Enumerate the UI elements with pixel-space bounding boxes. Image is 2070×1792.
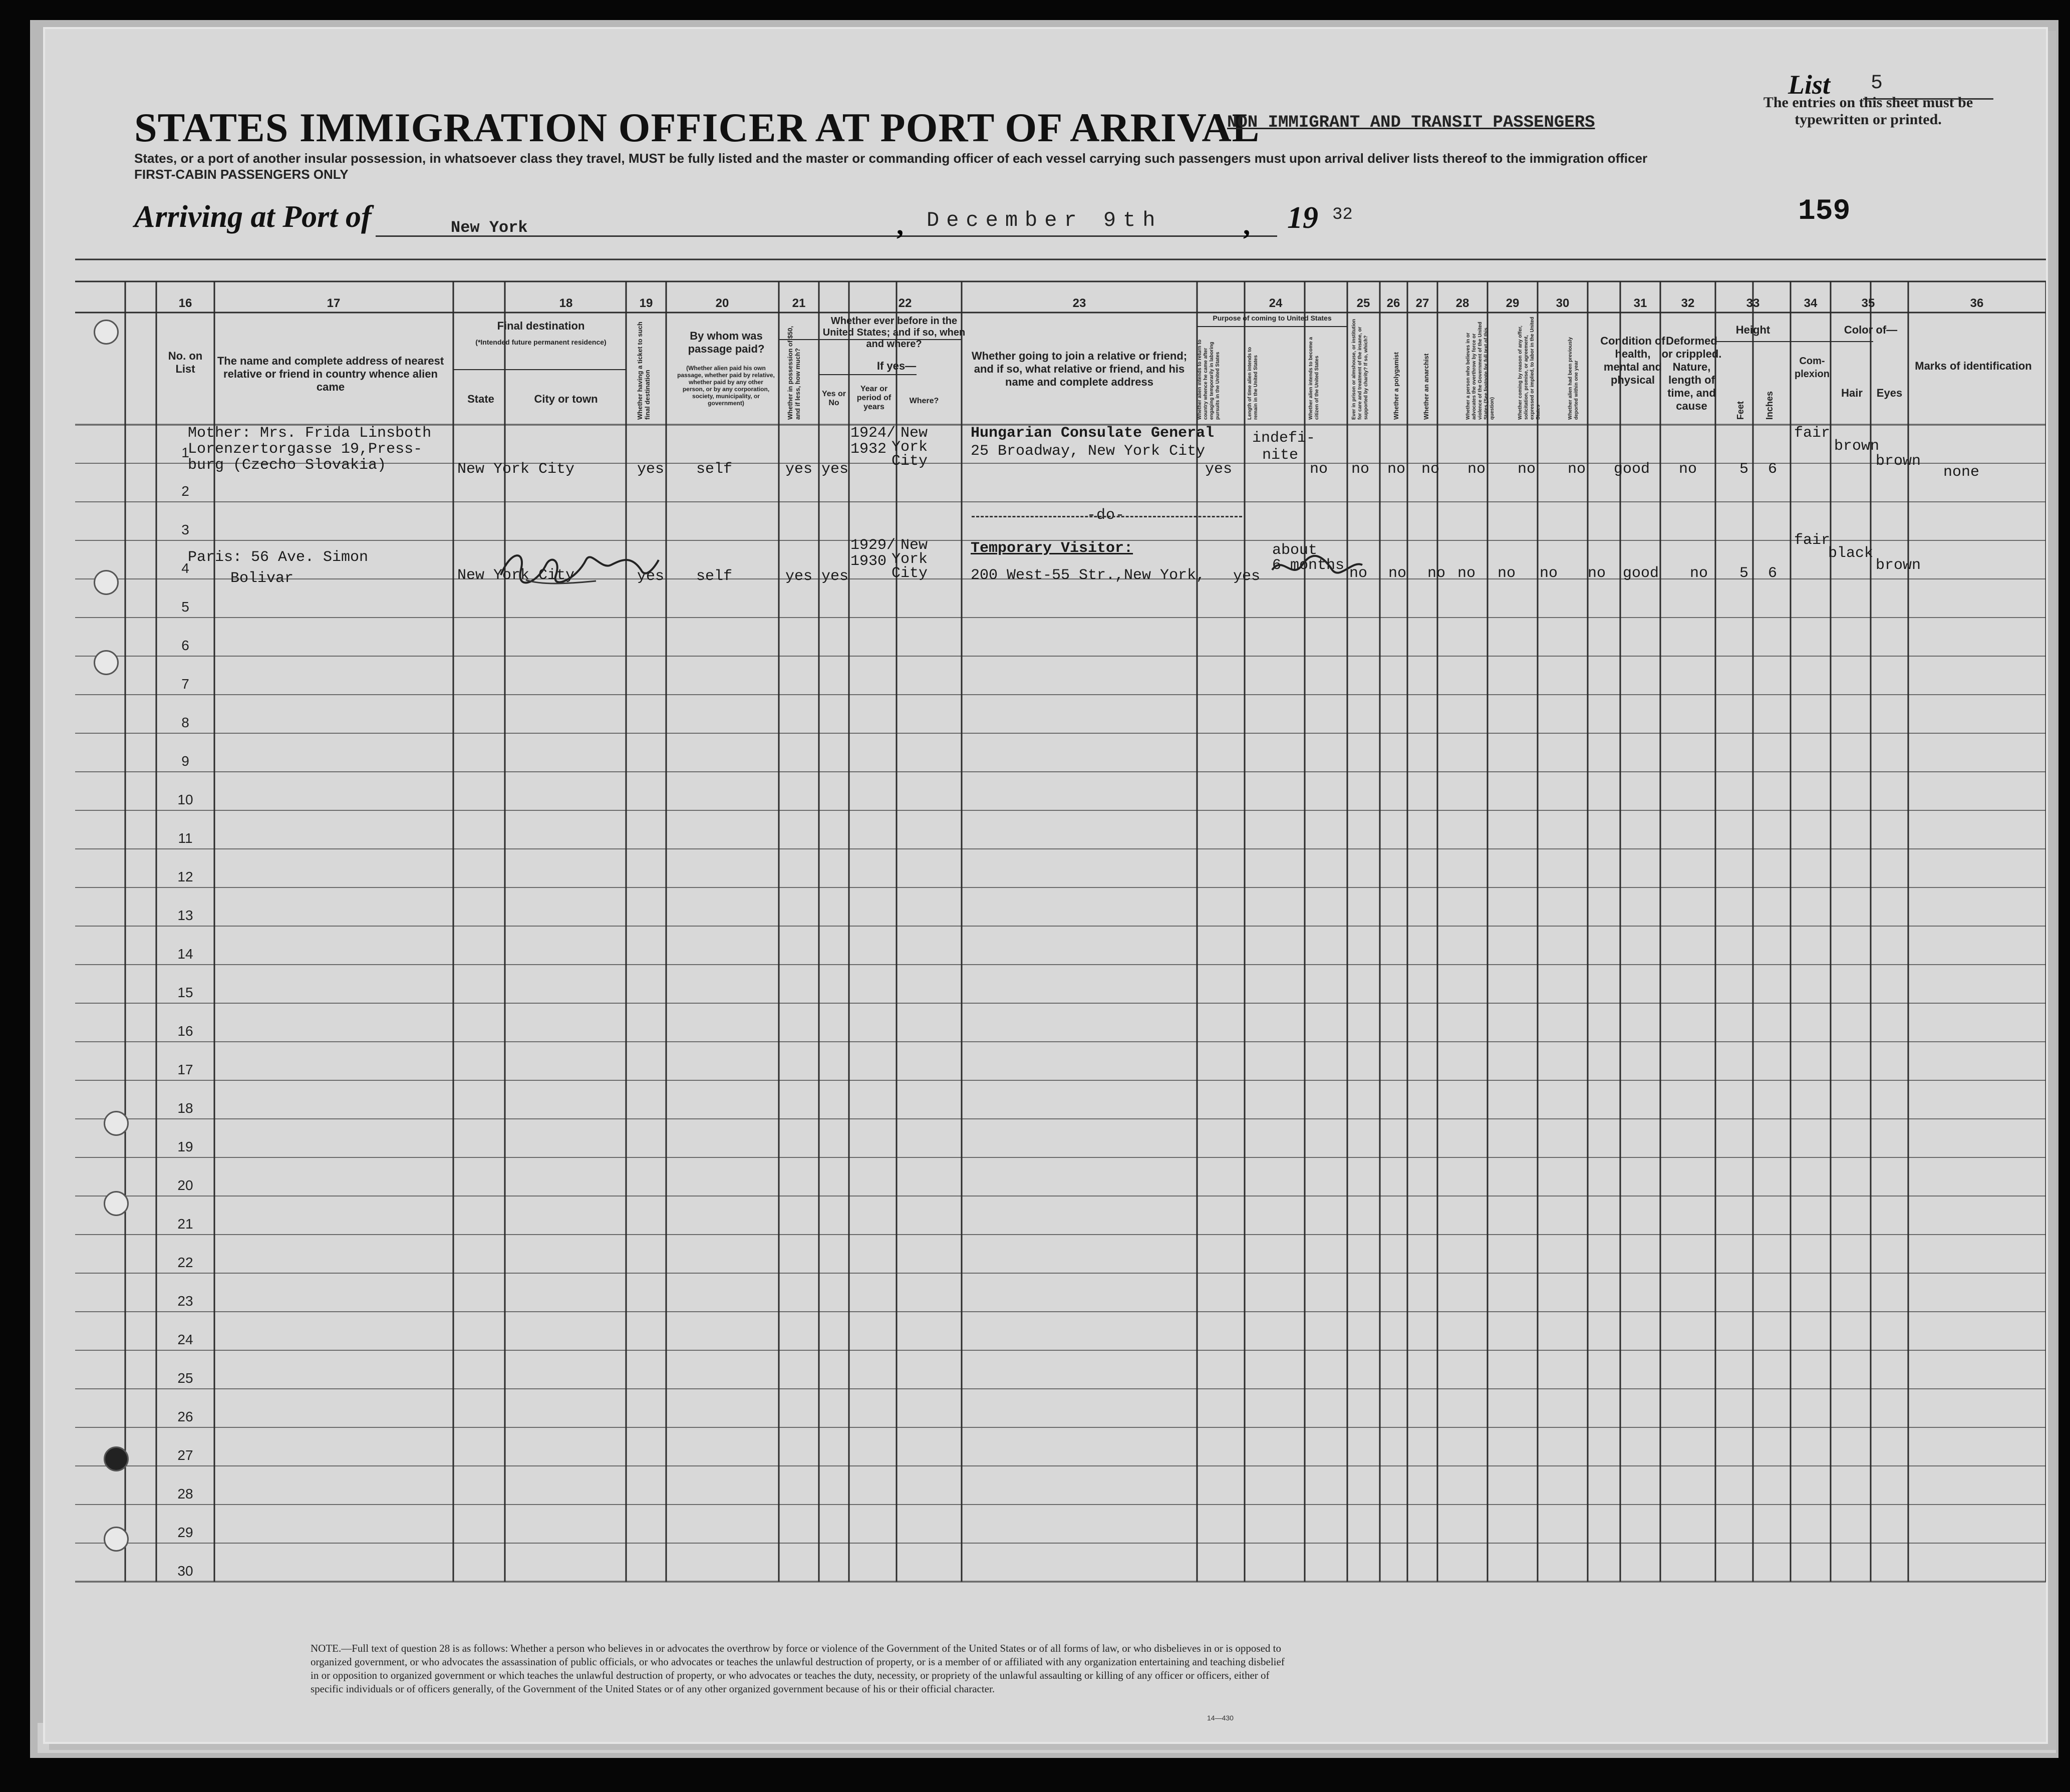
header-inches: Inches [1764,391,1775,420]
page-number: 159 [1798,195,1851,228]
header-height: Height [1735,324,1770,336]
row-number: 29 [177,1525,193,1540]
header-final-destination: Final destination [497,320,585,332]
header-prison: Ever in prison or almshouse, or institution for care and treatment of the insane, or supported by charity? If so, which? [1351,319,1369,420]
binder-hole [104,1191,129,1216]
purpose-return-cell: yes [1233,568,1261,585]
anarchist-cell: no [1421,461,1440,478]
class-line: FIRST-CABIN PASSENGERS ONLY [134,167,349,182]
header-ticket: Whether having a ticket to such final destination [636,322,651,420]
column-number: 27 [1415,296,1429,310]
length-line: nite [1262,447,1299,464]
overthrow-cell: no [1467,461,1486,478]
port-value: New York [451,218,528,237]
column-number: 29 [1506,296,1520,310]
deformed-cell: no [1690,565,1708,582]
column-number: 20 [715,296,729,310]
header-purpose-return: Whether alien intends to return to country whence he came after engaging temporarily in laboring pursuits in the United States [1197,339,1221,420]
header-state: State [467,393,494,405]
offer-cell: no [1540,565,1558,582]
manifest-sheet [45,29,2046,1742]
health-cell: good [1614,461,1650,478]
header-purpose: Purpose of coming to United States [1213,314,1332,322]
binder-hole [104,1446,129,1471]
binder-hole [104,1527,129,1552]
hair-cell: brown [1834,438,1880,455]
column-number: 24 [1269,296,1283,310]
row-number: 28 [177,1486,193,1502]
header-if-yes: If yes— [876,360,917,372]
list-number: 5 [1871,72,1883,95]
citizen-cell: no [1349,565,1368,582]
header-yes-no: Yes or No [821,390,846,407]
complexion-cell: fair [1794,532,1831,549]
inches-cell: 6 [1768,565,1778,582]
header-final-destination-note: (*Intended future permanent residence) [475,338,607,346]
row-number: 4 [181,560,189,576]
header-before-in-us: Whether ever before in the United States; and if so, when and where? [822,316,966,350]
header-hair: Hair [1841,387,1863,399]
ticket-cell: yes [637,568,665,585]
offer-cell: no [1518,461,1536,478]
column-number: 22 [898,296,912,310]
polygamist-cell: no [1427,565,1446,582]
row-number: 13 [177,908,193,923]
health-cell: good [1623,565,1659,582]
header-deported: Whether alien had been previously deported within one year [1568,337,1579,420]
column-number: 32 [1681,296,1695,310]
ditto-dash [972,516,1242,517]
row-number: 14 [177,946,193,962]
header-feet: Feet [1735,401,1745,420]
header-joining: Whether going to join a relative or friend; and if so, what relative or friend, and his name and complete address [971,350,1188,388]
row-number: 26 [177,1409,193,1424]
row-number: 21 [177,1216,193,1232]
header-no-on-list: No. on List [168,350,203,375]
header-where: Where? [909,397,939,405]
eyes-cell: brown [1876,557,1921,574]
length-line: about [1272,542,1318,559]
feet-cell: 5 [1739,461,1749,478]
where-line: New [901,537,928,554]
before-cell: yes [821,461,849,478]
period-line: 1930 [850,553,887,570]
comma-2: , [1243,210,1250,241]
header-offer-to-labor: Whether coming by reason of any offer, solicitation, promise, or agreement, expressed or implied, to labor in the United States [1518,317,1541,420]
joining-line: 200 West-55 Str.,New York, [971,567,1206,584]
hair-cell: black [1828,545,1874,562]
header-period: Year or period of years [856,385,892,411]
relative-line: burg (Czecho Slovakia) [188,457,387,474]
where-line: York [892,439,928,456]
deformed-cell: no [1679,461,1697,478]
header-money: Whether in possession of $50, and if less, how much? [786,326,801,420]
handwritten-scribble [1267,550,1367,585]
row-number: 12 [177,869,193,884]
year-prefix: 19 [1287,201,1318,235]
header-citizen: Whether alien intends to become a citizen of the United States [1308,337,1320,420]
list-label: List [1788,70,1831,100]
passenger-class-stamp: NON IMMIGRANT AND TRANSIT PASSENGERS [1227,113,1595,132]
length-line: indefi- [1252,430,1316,447]
complexion-cell: fair [1794,425,1831,442]
relative-line: Lorenzertorgasse 19,Press- [188,441,423,458]
year-suffix: 32 [1332,205,1353,224]
header-length-of-stay: Length of time alien intends to remain in the United States [1247,347,1259,420]
column-number: 17 [327,296,341,310]
row-number: 7 [181,676,189,692]
column-number: 16 [178,296,192,310]
row-number: 30 [177,1563,193,1579]
column-number: 31 [1633,296,1647,310]
where-line: City [892,565,928,582]
row-number: 23 [177,1293,193,1309]
relative-line: Mother: Mrs. Frida Linsboth [188,425,432,442]
prison-cell: no [1351,461,1370,478]
header-polygamist: Whether a polygamist [1392,352,1400,420]
row-number: 16 [177,1023,193,1039]
column-number: 18 [559,296,573,310]
binder-hole [94,650,119,675]
row-number: 9 [181,753,189,769]
column-number: 34 [1804,296,1818,310]
relative-line: Bolivar [230,570,294,587]
eyes-cell: brown [1876,453,1921,470]
joining-line: Hungarian Consulate General [971,425,1215,442]
relative-line: Paris: 56 Ave. Simon [188,549,369,566]
header-relative-address: The name and complete address of nearest relative or friend in country whence alien came [217,355,444,393]
footnote: NOTE.—Full text of question 28 is as follows: Whether a person who believes in or advocates the overthrow by force or violence of the Government of the United States or of all forms of law, or who disbelieves in or is opposed to organized government, or who advocates the assassination of public officials, or who advocates or teaches the unlawful destruction of property, or is a member of or affiliated with any organization entertaining and teaching disbelief in or opposition to organized government or which teaches the unlawful destruction of property, or who advocates or teaches the duty, necessity, or propriety of the unlawful assaulting or killing of any officer or officers, either of specific individuals or of officers generally, of the Government of the United States or of any other organized government because of his or their official character. [311,1642,1285,1695]
row-number: 19 [177,1139,193,1154]
row-number: 24 [177,1332,193,1347]
header-passage-paid-note: (Whether alien paid his own passage, whether paid by relative, whether paid by any other person, or by any corporation, society, municipality, or government) [677,365,775,407]
citizen-cell: no [1310,461,1328,478]
header-city: City or town [534,393,598,405]
row-number: 3 [181,522,189,537]
marks-cell: none [1943,464,1980,481]
prison-cell: no [1388,565,1407,582]
anarchist-cell: no [1457,565,1476,582]
purpose-return-cell: yes [1205,461,1233,478]
row-number: 18 [177,1100,193,1116]
row-number: 17 [177,1062,193,1077]
manifest-grid [45,29,2046,1742]
header-passage-paid: By whom was passage paid? [688,330,765,355]
where-line: City [892,453,928,470]
row-number: 20 [177,1177,193,1193]
before-cell: yes [821,568,849,585]
row-number: 27 [177,1447,193,1463]
header-eyes: Eyes [1876,387,1903,399]
header-health: Condition of health, mental and physical [1600,335,1665,386]
comma: , [897,210,904,241]
header-complexion: Com-plexion [1794,356,1830,380]
money-cell: yes [785,568,813,585]
money-cell: yes [785,461,813,478]
intro-line: States, or a port of another insular possession, in whatsoever class they travel, MUST be fully listed and the master or commanding officer of each vessel carrying such passengers must upon arrival deliver lists thereof to the immigration officer [134,151,1648,166]
row-number: 15 [177,985,193,1000]
header-anarchist: Whether an anarchist [1422,353,1430,420]
date-value: December 9th [927,208,1162,232]
paid-by-cell: self [696,568,733,585]
joining-line: Temporary Visitor: [971,540,1133,557]
feet-cell: 5 [1739,565,1749,582]
destination-cell: New York City [457,567,575,584]
column-number: 19 [639,296,653,310]
period-line: 1924/ [850,425,896,442]
row-number: 11 [178,830,193,846]
header-overthrow: Whether a person who believes in or advocates the overthrow by force or violence of the Government of the United States (See footnote for full text of this question) [1465,322,1495,420]
period-line: 1932 [850,441,887,458]
row-number: 25 [177,1370,193,1386]
binder-hole [94,320,119,345]
column-number: 36 [1970,296,1984,310]
header-marks: Marks of identification [1915,360,2032,372]
binder-hole [104,1111,129,1136]
binder-hole [94,570,119,595]
row-number: 8 [181,715,189,730]
column-number: 25 [1356,296,1370,310]
typewritten-note: The entries on this sheet must be typewritten or printed. [1763,94,1973,128]
row-number: 22 [177,1255,193,1270]
handwritten-signature [496,545,661,590]
row-number: 6 [181,638,189,653]
length-line: 6 months [1272,557,1345,574]
column-number: 26 [1386,296,1400,310]
header-deformed: Deformed or crippled. Nature, length of time, and cause [1661,335,1722,412]
row-number: 2 [181,483,189,499]
overthrow-cell: no [1498,565,1516,582]
column-number: 28 [1455,296,1469,310]
where-line: York [892,551,928,568]
column-number: 30 [1556,296,1570,310]
header-color-of: Color of— [1844,324,1898,336]
period-line: 1929/ [850,537,896,554]
paid-by-cell: self [696,461,733,478]
arriving-label: Arriving at Port of [134,200,372,234]
column-number: 33 [1746,296,1760,310]
where-line: New [901,425,928,442]
ticket-cell: yes [637,461,665,478]
column-number: 35 [1861,296,1875,310]
polygamist-cell: no [1387,461,1406,478]
column-number: 23 [1072,296,1086,310]
form-number: 14—430 [1207,1714,1234,1722]
ditto-mark: -do- [1087,507,1125,524]
destination-cell: New York City [457,461,575,478]
row-number: 10 [177,792,193,807]
row-number: 1 [181,445,189,460]
inches-cell: 6 [1768,461,1778,478]
column-number: 21 [792,296,806,310]
page-title: STATES IMMIGRATION OFFICER AT PORT OF ARRIVAL [134,105,1260,150]
deported-cell: no [1588,565,1606,582]
joining-line: 25 Broadway, New York City [971,443,1206,460]
deported-cell: no [1568,461,1586,478]
row-number: 5 [181,599,189,615]
